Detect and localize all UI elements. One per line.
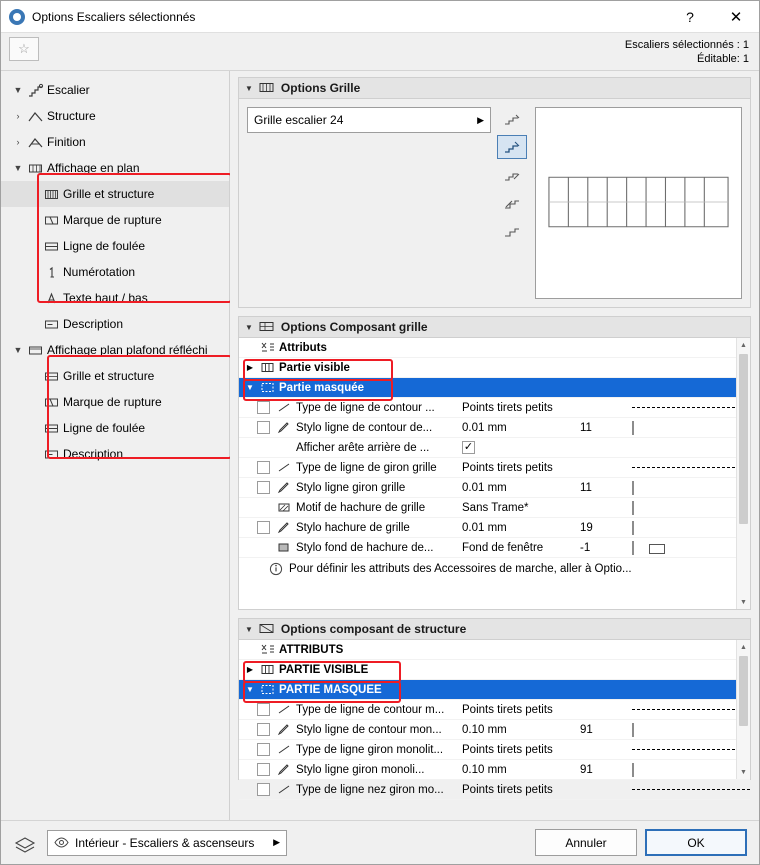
row-swatch-pen[interactable]: [632, 482, 634, 494]
tree-item-label: Numérotation: [63, 265, 136, 279]
grid-preview: [535, 107, 742, 299]
twist-icon[interactable]: ›: [16, 111, 20, 121]
row-checkbox[interactable]: [257, 481, 270, 494]
stair-tool-1-button[interactable]: [497, 107, 527, 131]
row-label: Type de ligne de contour m...: [296, 703, 445, 716]
row-checkbox[interactable]: [257, 421, 270, 434]
table-row[interactable]: [239, 518, 750, 538]
tree-item-label: Affichage plan plafond réfléchi: [47, 343, 208, 357]
fill-icon: [274, 541, 296, 554]
walkline-icon: [41, 422, 63, 435]
grid-component-icon: [259, 321, 275, 333]
hidden-part-icon: [257, 683, 279, 696]
options-panels: [230, 71, 759, 864]
group-row-partie-masquee[interactable]: [239, 378, 750, 398]
linetype-icon: [274, 783, 296, 796]
cancel-button[interactable]: Annuler: [535, 829, 637, 856]
row-swatch-dash[interactable]: [632, 704, 750, 716]
row-value: Points tirets petits: [462, 783, 553, 796]
row-number: -1: [580, 541, 591, 554]
panel-title: Options Grille: [280, 81, 361, 95]
row-value: Points tirets petits: [462, 401, 553, 414]
tree-item-marque-de-rupture[interactable]: [1, 207, 229, 233]
group-row-partie-masquee[interactable]: [239, 680, 750, 700]
stair-tool-5-button[interactable]: [497, 219, 527, 243]
visible-part-icon: [257, 361, 279, 374]
tree-item-label: Ligne de foulée: [63, 421, 146, 435]
favorites-button[interactable]: [9, 37, 39, 61]
hidden-part-icon: [257, 381, 279, 394]
row-checkbox[interactable]: [257, 743, 270, 756]
row-label: Motif de hachure de grille: [296, 501, 426, 514]
expand-icon[interactable]: ▶: [246, 665, 254, 674]
table-row[interactable]: [239, 740, 750, 760]
table-row[interactable]: [239, 458, 750, 478]
expand-icon[interactable]: ▶: [246, 363, 254, 372]
twist-icon[interactable]: ▼: [245, 624, 253, 634]
rcp-icon: [25, 344, 47, 357]
tree-item-label: Marque de rupture: [63, 395, 162, 409]
twist-icon[interactable]: ▼: [13, 345, 23, 355]
tree-item-ligne-de-foulee[interactable]: [1, 233, 229, 259]
tree-item-finition[interactable]: [1, 129, 229, 155]
table-row[interactable]: [239, 418, 750, 438]
row-number: 19: [580, 521, 593, 534]
info-icon: [269, 562, 283, 576]
star-icon: ☆: [18, 41, 30, 56]
tree-item-structure[interactable]: [1, 103, 229, 129]
scroll-up-icon[interactable]: ▲: [740, 643, 747, 651]
stair-tool-4-button[interactable]: [497, 191, 527, 215]
tree-item-label: Finition: [47, 135, 86, 149]
tree-item-label: Marque de rupture: [63, 213, 162, 227]
tree-item-affichage-plan-plafond[interactable]: [1, 337, 229, 363]
tree-item-rcp-ligne-de-foulee[interactable]: [1, 415, 229, 441]
group-row-partie-visible[interactable]: [239, 358, 750, 378]
row-label: Stylo fond de hachure de...: [296, 541, 434, 554]
row-number: 91: [580, 723, 593, 736]
row-checkbox[interactable]: [257, 401, 270, 414]
chevron-right-icon[interactable]: ▶: [477, 114, 484, 125]
tree-item-affichage-en-plan[interactable]: [1, 155, 229, 181]
break-icon: [41, 214, 63, 227]
row-value: Points tirets petits: [462, 743, 553, 756]
row-number: 11: [580, 421, 592, 434]
table-row[interactable]: [239, 720, 750, 740]
row-swatch-window[interactable]: [632, 542, 634, 554]
settings-tree: [1, 71, 230, 864]
layers-icon[interactable]: [13, 834, 39, 852]
tree-item-label: Escalier: [47, 83, 90, 97]
row-value: Fond de fenêtre: [462, 541, 544, 554]
list-header-attributs: [239, 640, 750, 660]
twist-icon[interactable]: ▼: [245, 83, 253, 93]
pen-icon: [274, 481, 296, 494]
grid-component-scrollbar[interactable]: [736, 338, 750, 609]
row-swatch-empty[interactable]: [632, 522, 634, 534]
row-checkbox[interactable]: [257, 703, 270, 716]
table-row[interactable]: [239, 478, 750, 498]
number-icon: [41, 266, 63, 279]
grid-options-body: [238, 99, 751, 308]
row-toggle-checkbox[interactable]: ✓: [463, 441, 474, 453]
tree-item-texte-haut-bas[interactable]: [1, 285, 229, 311]
twist-icon[interactable]: ›: [16, 137, 20, 147]
structure-component-icon: [259, 623, 275, 635]
row-checkbox[interactable]: [257, 723, 270, 736]
hatch-icon: [274, 501, 296, 514]
row-value: 0.10 mm: [462, 723, 507, 736]
info-row: [239, 558, 750, 580]
table-row[interactable]: [239, 438, 750, 458]
attributes-header-label: Attributs: [279, 341, 327, 354]
panel-title: Options composant de structure: [280, 622, 467, 636]
header-strip: [1, 33, 759, 71]
scrollbar-thumb[interactable]: [739, 656, 748, 726]
row-label: Type de ligne giron monolit...: [296, 743, 444, 756]
row-label: Stylo ligne de contour de...: [296, 421, 433, 434]
table-row[interactable]: [239, 498, 750, 518]
tree-item-label: Affichage en plan: [47, 161, 140, 175]
layer-combo-value: Intérieur - Escaliers & ascenseurs: [75, 835, 255, 850]
row-value: Points tirets petits: [462, 461, 553, 474]
info-text: Pour définir les attributs des Accessoires de marche, aller à Optio...: [289, 563, 632, 575]
eye-icon: [54, 837, 69, 848]
structure-icon: [25, 110, 47, 123]
structure-component-scrollbar[interactable]: [736, 640, 750, 779]
row-number: 91: [580, 763, 593, 776]
row-swatch-dash[interactable]: [632, 462, 750, 474]
title-bar: [1, 1, 759, 33]
row-label: Afficher arête arrière de ...: [296, 441, 430, 454]
text-icon: [41, 292, 63, 305]
table-row[interactable]: [239, 538, 750, 558]
pen-icon: [274, 421, 296, 434]
tree-item-label: Grille et structure: [63, 187, 155, 201]
scroll-down-icon[interactable]: ▼: [740, 598, 747, 606]
plan-icon: [25, 162, 47, 175]
row-swatch-dash[interactable]: [632, 744, 750, 756]
row-label: Type de ligne nez giron mo...: [296, 783, 444, 796]
visible-part-icon: [257, 663, 279, 676]
tree-item-label: Grille et structure: [63, 369, 155, 383]
panel-header-options-grille[interactable]: [238, 77, 751, 99]
linetype-icon: [274, 461, 296, 474]
panel-header-composant-structure[interactable]: [238, 618, 751, 640]
row-value[interactable]: [462, 441, 580, 454]
description-icon: [41, 448, 63, 461]
grid-icon: [41, 188, 63, 201]
table-row[interactable]: [239, 398, 750, 418]
pen-icon: [274, 723, 296, 736]
grid-tool-column: [497, 107, 529, 299]
attributes-icon: [257, 643, 279, 656]
break-icon: [41, 396, 63, 409]
row-label: Stylo ligne giron monoli...: [296, 763, 425, 776]
tree-item-escalier[interactable]: [1, 77, 229, 103]
collapse-icon[interactable]: ▼: [246, 383, 254, 392]
row-swatch-pen[interactable]: [632, 764, 634, 776]
linetype-icon: [274, 401, 296, 414]
row-label: Stylo hachure de grille: [296, 521, 410, 534]
row-label: Stylo ligne giron grille: [296, 481, 406, 494]
dialog-body: [1, 71, 759, 864]
tree-item-label: Description: [63, 317, 124, 331]
row-swatch-dash[interactable]: [632, 402, 750, 414]
scroll-up-icon[interactable]: ▲: [740, 341, 747, 349]
tree-item-label: Ligne de foulée: [63, 239, 146, 253]
table-row[interactable]: [239, 700, 750, 720]
row-label: Type de ligne de contour ...: [296, 401, 435, 414]
attributes-header-label: ATTRIBUTS: [279, 643, 344, 656]
row-swatch-pen[interactable]: [632, 422, 634, 434]
pen-icon: [274, 763, 296, 776]
grid-icon: [41, 370, 63, 383]
editable-count: Éditable: 1: [697, 53, 749, 65]
collapse-icon[interactable]: ▼: [246, 685, 254, 694]
row-label: Type de ligne de giron grille: [296, 461, 437, 474]
tree-item-rcp-marque-de-rupture[interactable]: [1, 389, 229, 415]
tree-item-label: Structure: [47, 109, 96, 123]
linetype-icon: [274, 743, 296, 756]
grid-panel-icon: [259, 82, 275, 94]
group-row-partie-visible[interactable]: [239, 660, 750, 680]
row-value: 0.01 mm: [462, 481, 507, 494]
row-swatch-hatch[interactable]: [632, 502, 634, 514]
title-buttons: [667, 1, 759, 32]
close-button[interactable]: ✕: [729, 9, 743, 26]
row-value: 0.01 mm: [462, 521, 507, 534]
group-label: Partie visible: [279, 361, 350, 374]
row-checkbox[interactable]: [257, 461, 270, 474]
layer-combo[interactable]: [47, 830, 287, 856]
scroll-down-icon[interactable]: ▼: [740, 768, 747, 776]
tree-item-grille-et-structure[interactable]: [1, 181, 229, 207]
help-button[interactable]: ?: [686, 9, 694, 25]
tree-item-rcp-description[interactable]: [1, 441, 229, 467]
table-row[interactable]: [239, 760, 750, 780]
twist-icon[interactable]: ▼: [13, 85, 23, 95]
structure-component-list[interactable]: [238, 640, 751, 796]
stair-icon: [25, 84, 47, 97]
row-value: Points tirets petits: [462, 703, 553, 716]
row-checkbox[interactable]: [257, 783, 270, 796]
row-value: 0.01 mm: [462, 421, 507, 434]
row-checkbox[interactable]: [257, 521, 270, 534]
grid-preset-value: Grille escalier 24: [254, 113, 344, 127]
stair-tool-3-button[interactable]: [497, 163, 527, 187]
pen-icon: [274, 521, 296, 534]
row-number: 11: [580, 481, 592, 494]
window-title: Options Escaliers sélectionnés: [32, 9, 196, 24]
row-value: Sans Trame*: [462, 501, 529, 514]
twist-icon[interactable]: ▼: [13, 163, 23, 173]
tree-item-numerotation[interactable]: [1, 259, 229, 285]
row-checkbox[interactable]: [257, 763, 270, 776]
tree-item-label: Texte haut / bas: [63, 291, 148, 305]
description-icon: [41, 318, 63, 331]
stair-tool-2-button[interactable]: [497, 135, 527, 159]
panel-header-composant-grille[interactable]: [238, 316, 751, 338]
scrollbar-thumb[interactable]: [739, 354, 748, 524]
finish-icon: [25, 136, 47, 149]
twist-icon[interactable]: ▼: [245, 322, 253, 332]
list-header-attributs: [239, 338, 750, 358]
tree-item-label: Description: [63, 447, 124, 461]
table-row[interactable]: [239, 780, 750, 800]
panel-title: Options Composant grille: [280, 320, 428, 334]
selection-status: [625, 37, 749, 66]
row-value: 0.10 mm: [462, 763, 507, 776]
tree-item-rcp-grille-et-structure[interactable]: [1, 363, 229, 389]
dialog-footer: [1, 820, 759, 864]
app-icon: [9, 9, 25, 25]
grid-preset-combo[interactable]: [247, 107, 491, 133]
ok-button[interactable]: OK: [645, 829, 747, 856]
attributes-icon: [257, 341, 279, 354]
group-label: PARTIE MASQUEE: [279, 683, 382, 696]
walkline-icon: [41, 240, 63, 253]
selection-count: Escaliers sélectionnés : 1: [624, 39, 749, 51]
grid-component-list[interactable]: [238, 338, 751, 610]
group-label: Partie masquée: [279, 381, 365, 394]
chevron-right-icon[interactable]: ▶: [273, 837, 280, 847]
row-label: Stylo ligne de contour mon...: [296, 723, 442, 736]
linetype-icon: [274, 703, 296, 716]
row-swatch-pen[interactable]: [632, 724, 634, 736]
group-label: PARTIE VISIBLE: [279, 663, 369, 676]
row-swatch-dash[interactable]: [632, 784, 750, 796]
tree-item-description[interactable]: [1, 311, 229, 337]
